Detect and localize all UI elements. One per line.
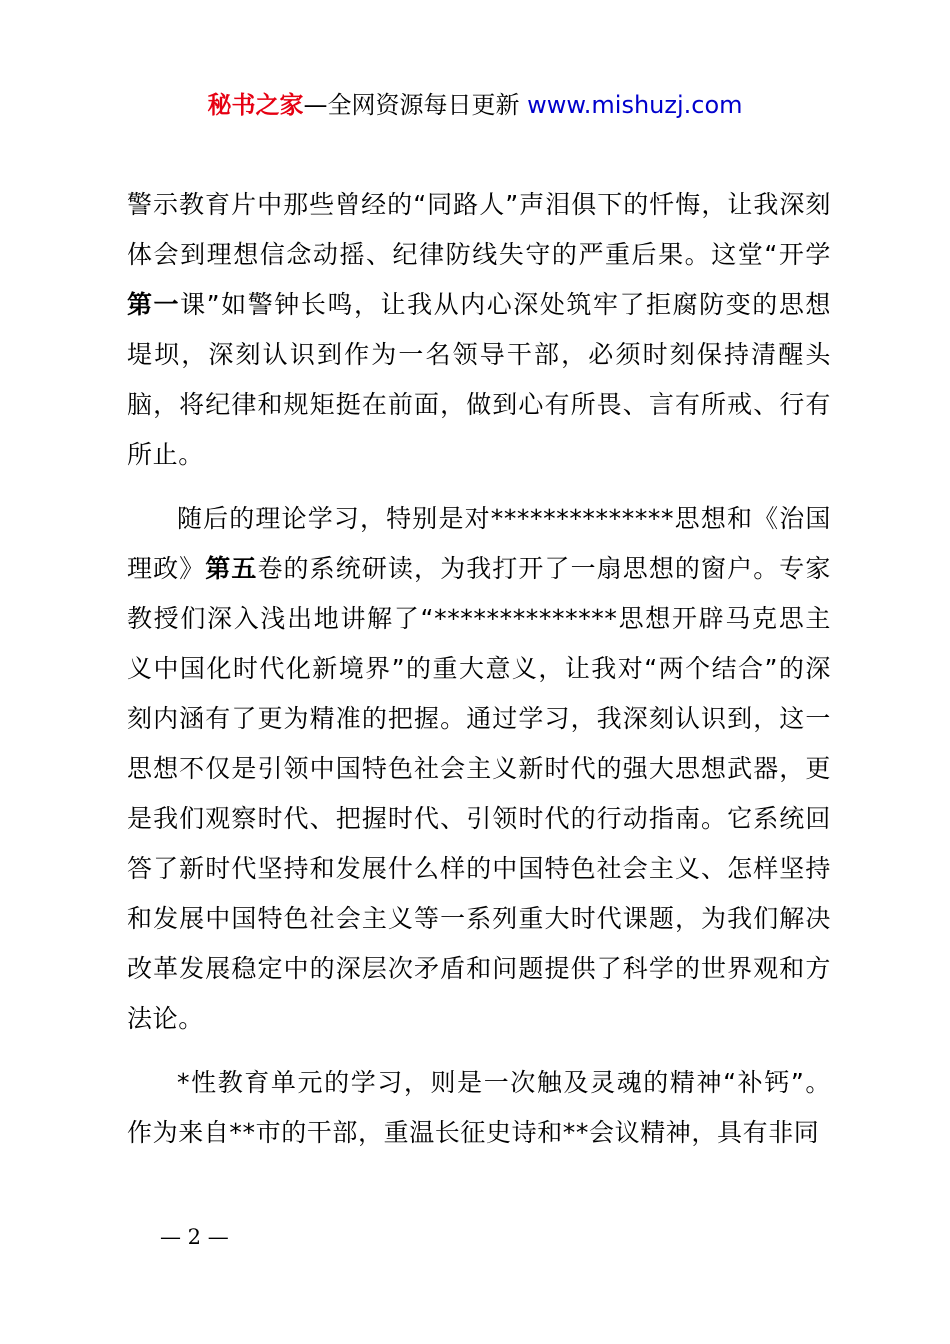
site-url-link[interactable]: www.mishuzj.com [527, 91, 743, 119]
site-brand: 秘书之家 [207, 91, 304, 119]
paragraph-2-bold: 第五 [205, 554, 258, 583]
document-body [127, 180, 831, 1158]
paragraph-2-text-b: 卷的系统研读，为我打开了一扇思想的窗户。专家教授们深入浅出地讲解了“**************思想开辟马克思主义中国化时代化新境界”的重大意义，让我对“两个结合”的深刻内涵有了更为精准的把握。通过学习，我深刻认识到，这一思想不仅是引领中国特色社会主义新时代的强大思想武器，更是我们观察时代、把握时代、引领时代的行动指南。它系统回答了新时代坚持和发展什么样的中国特色社会主义、怎样坚持和发展中国特色社会主义等一系列重大时代课题，为我们解决改革发展稳定中的深层次矛盾和问题提供了科学的世界观和方法论。 [127, 554, 831, 1033]
paragraph-1-text-a: 警示教育片中那些曾经的“同路人”声泪俱下的忏悔，让我深刻体会到理想信念动摇、纪律防线失守的严重后果。这堂“开学 [127, 190, 831, 269]
page-header [0, 88, 950, 122]
page-number: — 2 — [160, 1225, 229, 1249]
paragraph-1-bold: 第一 [127, 290, 181, 319]
paragraph-3 [127, 1058, 831, 1158]
site-tagline: —全网资源每日更新 [303, 91, 520, 119]
paragraph-1 [127, 180, 831, 480]
paragraph-1-text-b: 课”如警钟长鸣，让我从内心深处筑牢了拒腐防变的思想堤坝，深刻认识到作为一名领导干部，必须时刻保持清醒头脑，将纪律和规矩挺在前面，做到心有所畏、言有所戒、行有所止。 [127, 290, 831, 469]
paragraph-2 [127, 494, 831, 1044]
paragraph-2-text-a: 随后的理论学习，特别是对**************思想和《治国理政》 [127, 504, 831, 583]
paragraph-3-text-a: *性教育单元的学习，则是一次触及灵魂的精神“补钙”。作为来自**市的干部，重温长征史诗和**会议精神，具有非同 [127, 1068, 831, 1147]
